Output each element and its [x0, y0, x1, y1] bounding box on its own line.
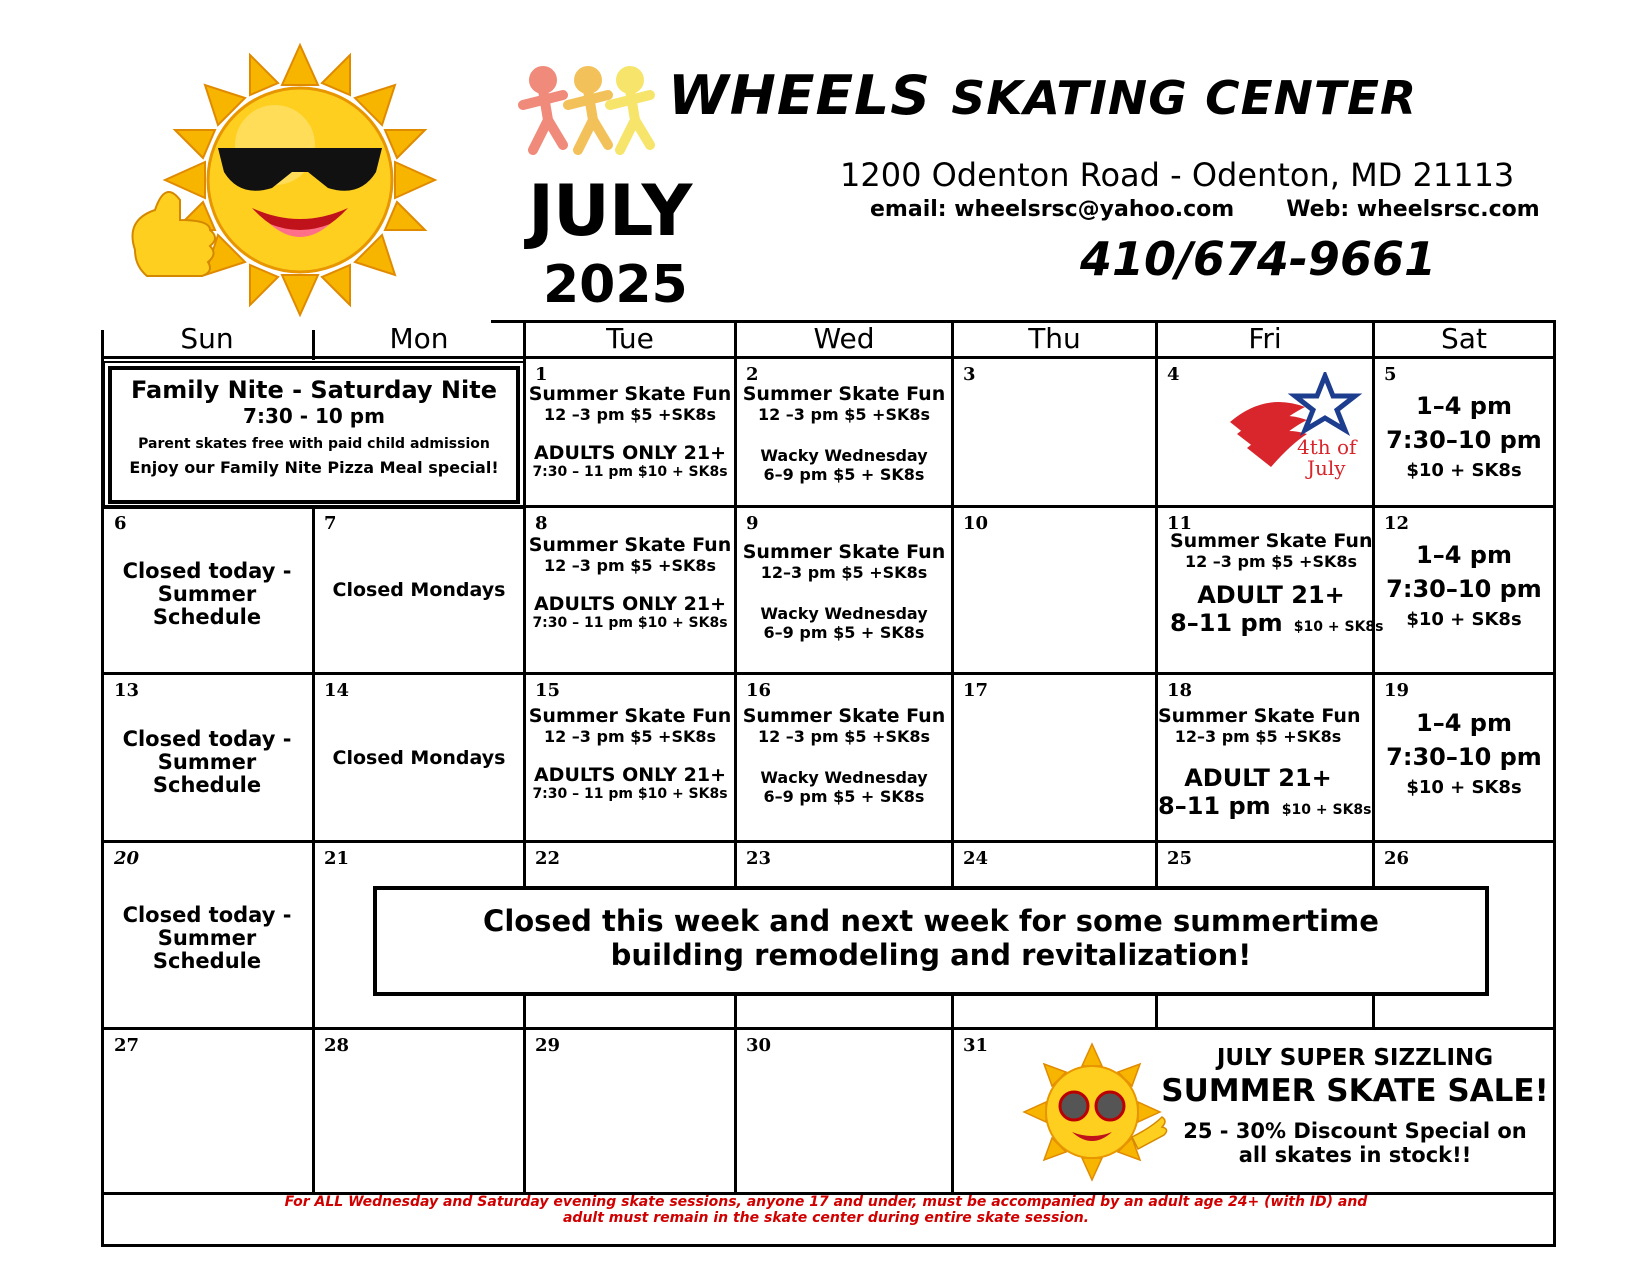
event-time: 7:30–10 pm	[1386, 743, 1542, 771]
date-number: 10	[963, 513, 989, 534]
event-time: 12 –3 pm $5 +SK8s	[757, 727, 931, 746]
date-number: 26	[1384, 848, 1410, 869]
event-time: 12 –3 pm $5 +SK8s	[757, 405, 931, 424]
family-nite-box	[108, 366, 520, 504]
day-header-wed: Wed	[813, 322, 875, 355]
date-number: 27	[114, 1035, 140, 1056]
event-price: $10 + SK8s	[1406, 460, 1522, 481]
event-time-row	[1158, 792, 1372, 820]
day-header-sat: Sat	[1441, 322, 1487, 355]
grid-line	[102, 840, 1556, 843]
event-title: Summer Skate Fun	[742, 383, 946, 405]
date-number: 16	[746, 680, 772, 701]
date-number: 24	[963, 848, 989, 869]
event-title: Summer Skate Fun	[528, 534, 732, 556]
date-number: 6	[114, 513, 127, 534]
event-title: Summer Skate Fun	[742, 541, 946, 563]
day-header-thu: Thu	[1028, 322, 1081, 355]
date-number: 11	[1167, 513, 1193, 534]
event-title: Summer Skate Fun	[742, 705, 946, 727]
event-title: Wacky Wednesday	[760, 604, 928, 623]
sun-sale-icon	[1020, 1040, 1170, 1185]
closure-notice-line: building remodeling and revitalization!	[610, 938, 1252, 972]
event-time: 8–11 pm	[1158, 792, 1271, 820]
footer-line: For ALL Wednesday and Saturday evening skate sessions, anyone 17 and under, must be accompanied by an adult age 24+ (with ID) and	[284, 1194, 1368, 1210]
date-number: 14	[324, 680, 350, 701]
closed-cell	[102, 560, 312, 629]
event-price: $10 + SK8s	[1406, 777, 1522, 798]
grid-line	[102, 505, 1556, 508]
address: 1200 Odenton Road - Odenton, MD 21113	[840, 156, 1515, 194]
event-cell	[526, 705, 734, 802]
sale-line: 25 - 30% Discount Special on	[1183, 1119, 1527, 1143]
family-nite-time: 7:30 - 10 pm	[243, 404, 385, 428]
email: email: wheelsrsc@yahoo.com	[870, 197, 1235, 222]
event-title: Summer Skate Fun	[1158, 705, 1361, 727]
event-title: ADULTS ONLY 21+	[533, 442, 727, 464]
closed-cell	[102, 904, 312, 973]
contact-line	[870, 197, 1540, 222]
event-cell	[1375, 709, 1553, 798]
event-cell	[526, 534, 734, 631]
date-number: 18	[1167, 680, 1193, 701]
grid-line	[102, 1027, 1556, 1030]
date-number: 20	[114, 848, 140, 869]
event-price: $10 + SK8s	[1293, 619, 1384, 635]
event-time: 6–9 pm $5 + SK8s	[763, 623, 925, 642]
date-number: 22	[535, 848, 561, 869]
date-number: 13	[114, 680, 140, 701]
closed-text: Summer	[157, 750, 257, 774]
grid-line	[102, 1244, 1556, 1247]
closed-cell	[102, 728, 312, 797]
event-cell	[737, 383, 951, 484]
event-time: 6–9 pm $5 + SK8s	[763, 465, 925, 484]
event-time: 1–4 pm	[1416, 392, 1512, 420]
grid-line	[102, 672, 1556, 675]
closed-text: Closed today -	[122, 727, 292, 751]
grid-line	[951, 320, 954, 1195]
closed-text: Schedule	[152, 605, 262, 629]
event-title: Wacky Wednesday	[760, 446, 928, 465]
event-title: Summer Skate Fun	[528, 705, 732, 727]
footer-notice	[102, 1194, 1550, 1226]
event-time: 12 –3 pm $5 +SK8s	[543, 405, 717, 424]
closure-notice	[373, 886, 1489, 996]
event-cell	[737, 541, 951, 642]
event-price: $10 + SK8s	[1281, 802, 1372, 818]
event-time: 12 –3 pm $5 +SK8s	[543, 556, 717, 575]
closed-text: Closed today -	[122, 559, 292, 583]
date-number: 25	[1167, 848, 1193, 869]
sale-line: all skates in stock!!	[1238, 1143, 1472, 1167]
event-time: 7:30 – 11 pm $10 + SK8s	[532, 615, 728, 631]
event-title: ADULTS ONLY 21+	[533, 764, 727, 786]
grid-line	[312, 505, 315, 1195]
sun-sunglasses-icon	[95, 40, 495, 320]
event-title: ADULT 21+	[1184, 764, 1332, 792]
closed-text: Closed today -	[122, 903, 292, 927]
event-time: 12–3 pm $5 +SK8s	[1174, 727, 1342, 746]
closed-mondays: Closed Mondays	[332, 747, 506, 769]
event-time: 8–11 pm	[1170, 609, 1283, 637]
event-title: ADULTS ONLY 21+	[533, 593, 727, 615]
date-number: 2	[746, 364, 759, 385]
day-header-fri: Fri	[1248, 322, 1282, 355]
website: Web: wheelsrsc.com	[1286, 197, 1540, 222]
event-cell	[1375, 541, 1553, 630]
event-cell	[1158, 705, 1372, 820]
day-header-tue: Tue	[606, 322, 654, 355]
event-title: Summer Skate Fun	[528, 383, 732, 405]
title-wheels: WHEELS	[668, 64, 932, 127]
event-time-row	[1170, 609, 1384, 637]
event-time: 12 –3 pm $5 +SK8s	[1184, 552, 1358, 571]
july4-label-2: July	[1307, 456, 1346, 480]
date-number: 4	[1167, 364, 1180, 385]
closure-notice-line: Closed this week and next week for some summertime	[483, 904, 1379, 938]
year-label: 2025	[543, 255, 688, 315]
family-nite-pizza: Enjoy our Family Nite Pizza Meal special!	[129, 458, 499, 477]
event-title: Wacky Wednesday	[760, 768, 928, 787]
closed-text: Summer	[157, 582, 257, 606]
date-number: 23	[746, 848, 772, 869]
date-number: 28	[324, 1035, 350, 1056]
july4-label-1: 4th of	[1297, 435, 1357, 459]
title-skating-center: SKATING CENTER	[951, 71, 1418, 125]
date-number: 3	[963, 364, 976, 385]
family-nite-title: Family Nite - Saturday Nite	[131, 376, 497, 404]
event-time: 7:30 – 11 pm $10 + SK8s	[532, 786, 728, 802]
roller-skaters-icon	[518, 65, 678, 175]
event-time: 12–3 pm $5 +SK8s	[760, 563, 928, 582]
family-nite-offer: Parent skates free with paid child admission	[138, 436, 490, 452]
date-number: 1	[535, 364, 548, 385]
event-time: 7:30 – 11 pm $10 + SK8s	[532, 464, 728, 480]
day-header-sun: Sun	[180, 322, 234, 355]
date-number: 29	[535, 1035, 561, 1056]
date-number: 8	[535, 513, 548, 534]
date-number: 17	[963, 680, 989, 701]
footer-line: adult must remain in the skate center during entire skate session.	[562, 1210, 1089, 1226]
event-cell	[526, 383, 734, 480]
date-number: 5	[1384, 364, 1397, 385]
date-number: 12	[1384, 513, 1410, 534]
closed-text: Summer	[157, 926, 257, 950]
event-time: 7:30–10 pm	[1386, 575, 1542, 603]
day-header-mon: Mon	[389, 322, 449, 355]
event-price: $10 + SK8s	[1406, 609, 1522, 630]
closed-mondays: Closed Mondays	[332, 579, 506, 601]
date-number: 9	[746, 513, 759, 534]
event-time: 7:30–10 pm	[1386, 426, 1542, 454]
sale-line: JULY SUPER SIZZLING	[1216, 1045, 1494, 1071]
date-number: 15	[535, 680, 561, 701]
closed-text: Schedule	[152, 773, 262, 797]
event-time: 1–4 pm	[1416, 709, 1512, 737]
event-time: 12 –3 pm $5 +SK8s	[543, 727, 717, 746]
date-number: 19	[1384, 680, 1410, 701]
date-number: 31	[963, 1035, 989, 1056]
date-number: 7	[324, 513, 337, 534]
date-number: 21	[324, 848, 350, 869]
sale-headline: SUMMER SKATE SALE!	[1161, 1073, 1549, 1109]
event-time: 1–4 pm	[1416, 541, 1512, 569]
closed-text: Schedule	[152, 949, 262, 973]
event-title: Summer Skate Fun	[1170, 530, 1373, 552]
date-number: 30	[746, 1035, 772, 1056]
event-time: 6–9 pm $5 + SK8s	[763, 787, 925, 806]
event-title: ADULT 21+	[1197, 581, 1345, 609]
phone-number: 410/674-9661	[1080, 232, 1436, 286]
rink-title	[668, 64, 1417, 127]
event-cell	[1375, 392, 1553, 481]
summer-sale-ad	[1150, 1045, 1560, 1167]
event-cell	[737, 705, 951, 806]
event-cell	[1170, 530, 1384, 637]
july-4th-flag-icon	[1225, 372, 1365, 482]
month-label: JULY	[528, 170, 692, 252]
